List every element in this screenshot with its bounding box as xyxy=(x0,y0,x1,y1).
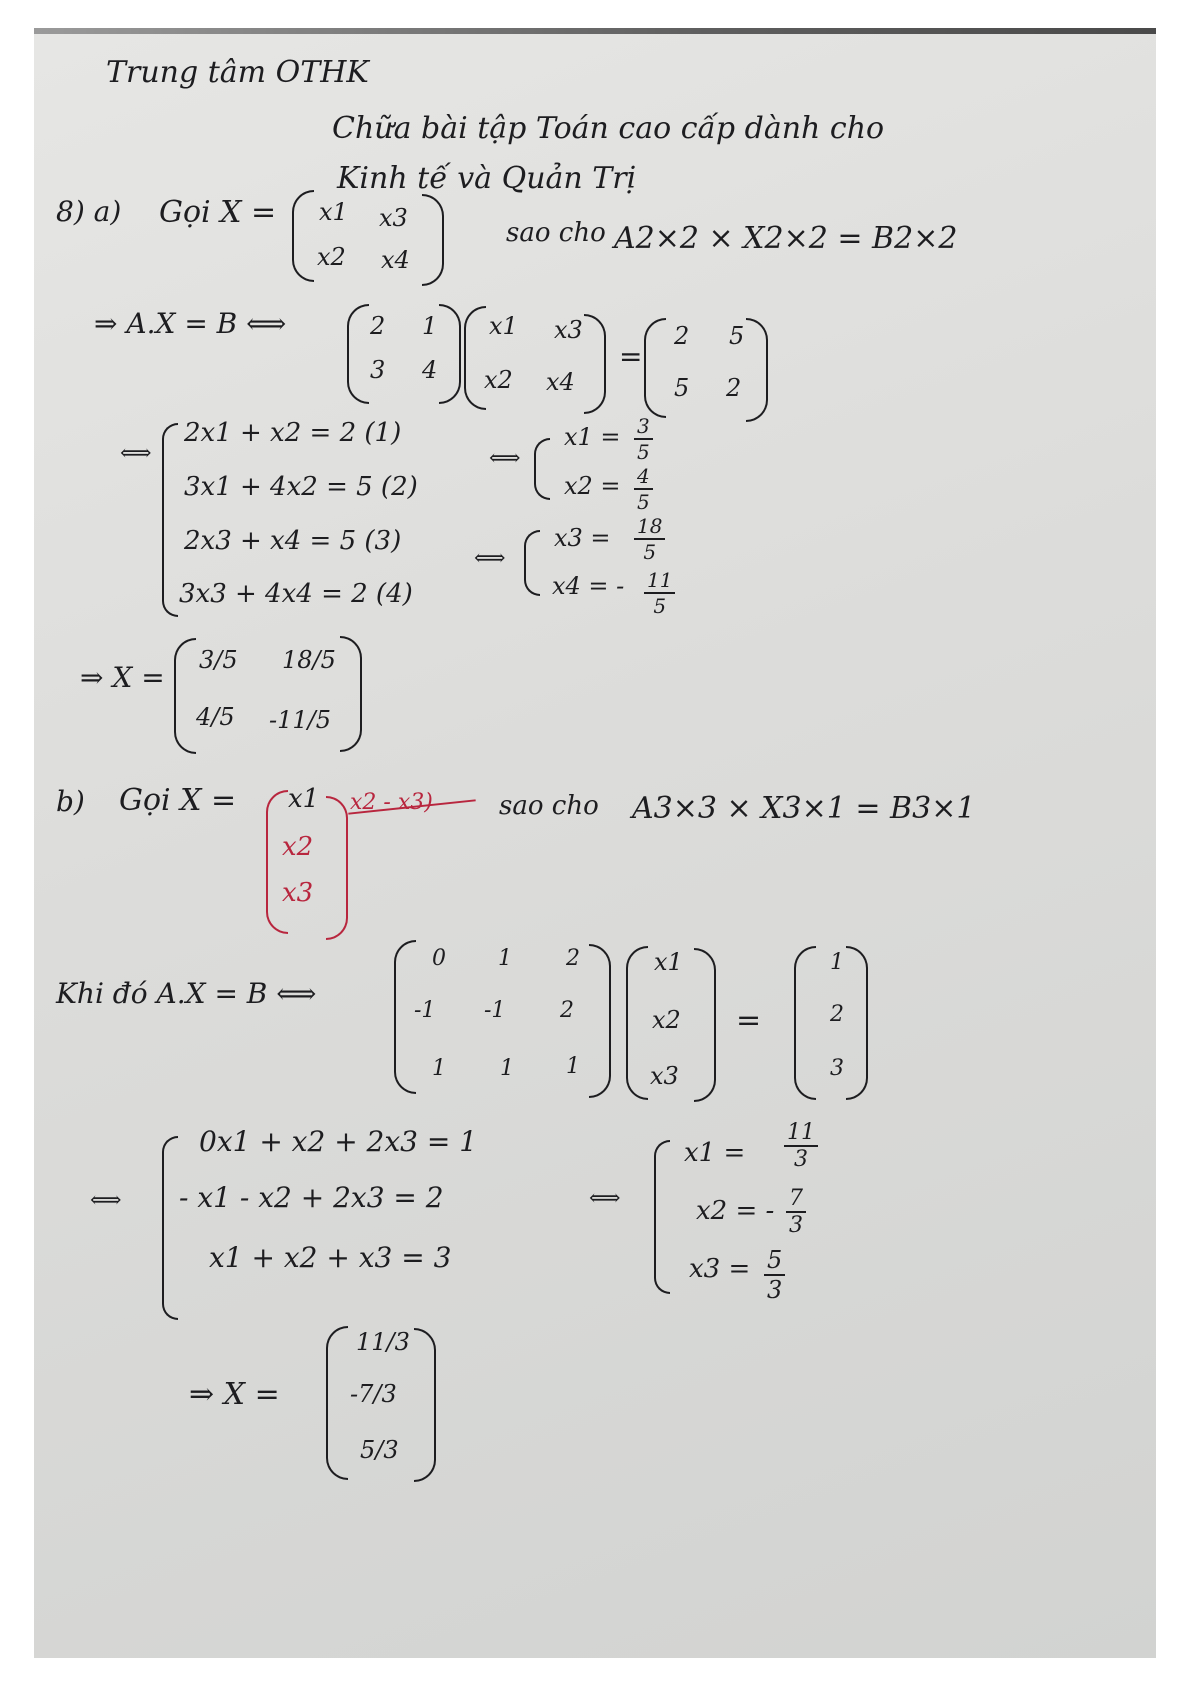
numerator: 7 xyxy=(786,1186,806,1213)
center-name: Trung tâm OTHK xyxy=(106,55,369,90)
sol2-var-2: x4 = - xyxy=(552,572,625,600)
part-b-x2-red: x2 xyxy=(282,832,314,862)
denominator: 5 xyxy=(643,540,657,564)
paper-sheet xyxy=(34,28,1156,1658)
matrix-cell: 2 xyxy=(674,322,690,350)
part-b-sol-frac-3 xyxy=(764,1246,785,1304)
part-b-khi-do: Khi đó A.X = B ⟺ xyxy=(56,977,317,1010)
matrix-cell: 0 xyxy=(432,946,446,971)
system-brace xyxy=(162,423,178,617)
numerator: 4 xyxy=(634,464,653,490)
part-b-eq-1: 0x1 + x2 + 2x3 = 1 xyxy=(199,1125,478,1158)
part-b-sol-iff: ⟺ xyxy=(589,1186,621,1211)
matrix-cell: x1 xyxy=(319,198,348,226)
part-b-sol-brace xyxy=(654,1140,670,1294)
matrix-cell: x2 xyxy=(484,366,513,394)
vector-cell: 5/3 xyxy=(360,1436,399,1464)
numerator: 11 xyxy=(644,568,675,594)
matrix-cell: 1 xyxy=(500,1056,514,1081)
matrix-cell: x1 xyxy=(489,312,518,340)
matrix-cell: 4 xyxy=(422,356,438,384)
matrix-cell: 1 xyxy=(432,1056,446,1081)
part-a-axb: ⇒ A.X = B ⟺ xyxy=(94,307,287,340)
matrix-cell: 5 xyxy=(674,374,690,402)
part-a-result-prefix: ⇒ X = xyxy=(80,661,165,694)
denominator: 3 xyxy=(767,1276,783,1304)
part-a-label: 8) a) xyxy=(56,195,122,228)
matrix-cell: x4 xyxy=(546,368,575,396)
part-b-sol-frac-2 xyxy=(786,1186,806,1238)
sol1-frac-1 xyxy=(634,414,653,464)
vector-cell: 3 xyxy=(830,1056,844,1081)
system-eq-4: 3x3 + 4x4 = 2 (4) xyxy=(179,579,413,609)
part-b-iff: ⟺ xyxy=(90,1188,122,1213)
matrix-cell: -11/5 xyxy=(269,706,332,734)
matrix-cell: 5 xyxy=(729,322,745,350)
part-b-goi: Gọi X = xyxy=(119,783,237,818)
part-b-x3-red: x3 xyxy=(282,878,314,908)
matrix-cell: x2 xyxy=(317,243,346,271)
vector-cell: 11/3 xyxy=(356,1328,410,1356)
matrix-cell: x4 xyxy=(381,246,410,274)
sol2-iff: ⟺ xyxy=(474,546,506,571)
sol1-var-2: x2 = xyxy=(564,472,621,500)
sol1-frac-2 xyxy=(634,464,653,514)
denominator: 5 xyxy=(653,594,667,618)
part-a-sao-cho: sao cho xyxy=(506,218,606,248)
matrix-cell: 18/5 xyxy=(282,646,336,674)
matrix-cell: 2 xyxy=(566,946,580,971)
matrix-cell: 4/5 xyxy=(196,703,235,731)
matrix-cell: x3 xyxy=(379,204,408,232)
sol2-frac-1 xyxy=(634,514,665,564)
equals-b: = xyxy=(736,1003,762,1038)
part-b-eq-2: - x1 - x2 + 2x3 = 2 xyxy=(179,1181,444,1214)
denominator: 5 xyxy=(637,440,650,464)
vector-cell: 1 xyxy=(830,950,844,975)
vector-cell: x2 xyxy=(652,1006,681,1034)
matrix-cell: 2 xyxy=(370,312,386,340)
part-b-system-brace xyxy=(162,1136,178,1320)
part-b-struck-text: x2 - x3) xyxy=(350,790,433,815)
matrix-cell: -1 xyxy=(484,998,506,1023)
equals: = xyxy=(619,340,643,373)
matrix-cell: -1 xyxy=(414,998,436,1023)
matrix-cell: 1 xyxy=(498,946,512,971)
part-a-iff: ⟺ xyxy=(120,441,152,466)
sol2-var-1: x3 = xyxy=(554,524,611,552)
matrix-cell: 2 xyxy=(726,374,742,402)
sol2-frac-2 xyxy=(644,568,675,618)
matrix-cell: 1 xyxy=(566,1054,580,1079)
denominator: 3 xyxy=(794,1147,808,1172)
sol2-brace xyxy=(524,530,540,596)
sol1-iff: ⟺ xyxy=(489,446,521,471)
part-b-result-prefix: ⇒ X = xyxy=(189,1377,280,1412)
sol1-var-1: x1 = xyxy=(564,423,621,451)
part-b-dims: A3×3 × X3×1 = B3×1 xyxy=(632,791,976,826)
vector-cell: x3 xyxy=(650,1062,679,1090)
matrix-cell: 1 xyxy=(422,312,438,340)
part-b-sol-var-1: x1 = xyxy=(684,1138,746,1168)
title-line-2: Kinh tế và Quản Trị xyxy=(337,161,637,196)
vector-cell: -7/3 xyxy=(350,1380,397,1408)
denominator: 5 xyxy=(637,490,650,514)
sol1-brace xyxy=(534,438,550,500)
part-a-dims: A2×2 × X2×2 = B2×2 xyxy=(614,221,958,256)
part-b-label: b) xyxy=(56,785,85,818)
title-line-1: Chữa bài tập Toán cao cấp dành cho xyxy=(332,111,885,146)
matrix-cell: 3/5 xyxy=(199,646,238,674)
matrix-cell: x3 xyxy=(554,316,583,344)
part-b-left-paren xyxy=(266,790,288,934)
matrix-cell: 3 xyxy=(370,356,386,384)
system-eq-2: 3x1 + 4x2 = 5 (2) xyxy=(184,472,418,502)
part-a-goi: Gọi X = xyxy=(159,195,277,230)
matrix-cell: 2 xyxy=(560,998,574,1023)
part-b-eq-3: x1 + x2 + x3 = 3 xyxy=(209,1241,452,1274)
system-eq-3: 2x3 + x4 = 5 (3) xyxy=(184,526,402,556)
part-b-x1: x1 xyxy=(288,784,320,814)
system-eq-1: 2x1 + x2 = 2 (1) xyxy=(184,418,402,448)
numerator: 3 xyxy=(634,414,653,440)
vector-cell: x1 xyxy=(654,948,683,976)
numerator: 11 xyxy=(784,1120,818,1147)
vector-cell: 2 xyxy=(830,1002,844,1027)
numerator: 5 xyxy=(764,1246,785,1276)
part-b-right-paren xyxy=(326,796,348,940)
part-b-sol-var-3: x3 = xyxy=(689,1254,751,1284)
part-b-sao-cho: sao cho xyxy=(499,791,599,821)
denominator: 3 xyxy=(789,1213,803,1238)
part-b-sol-frac-1 xyxy=(784,1120,818,1172)
part-b-sol-var-2: x2 = - xyxy=(696,1196,775,1226)
numerator: 18 xyxy=(634,514,665,540)
